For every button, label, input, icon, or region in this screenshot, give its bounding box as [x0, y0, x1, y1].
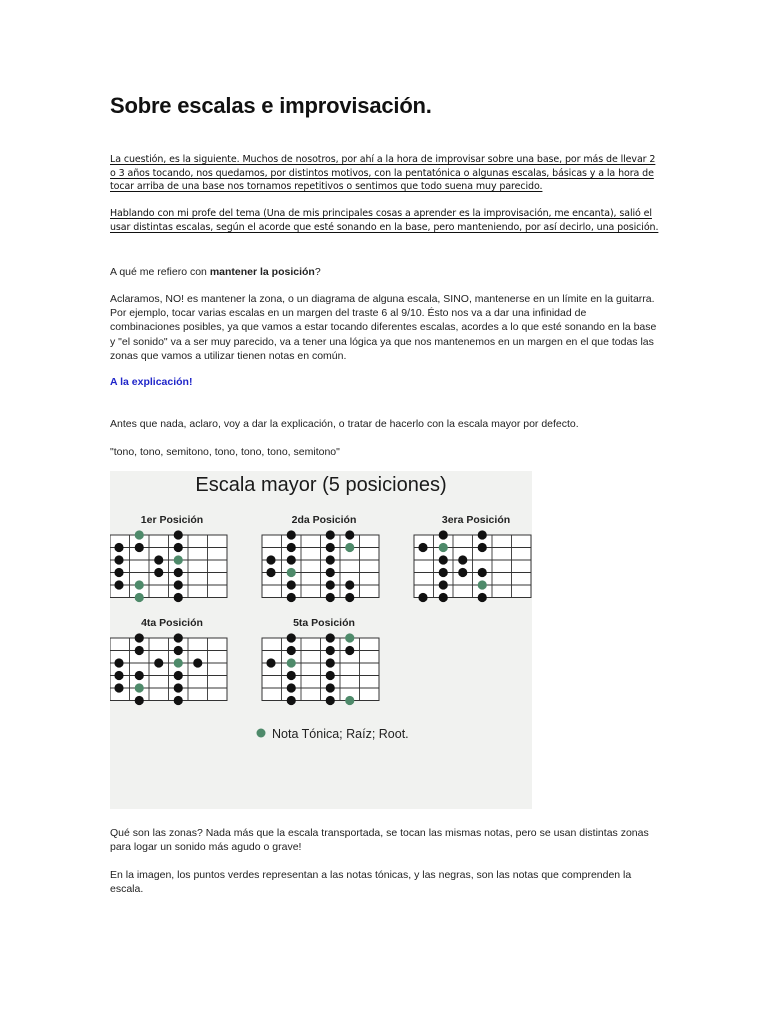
- scale-note-dot: [326, 646, 335, 655]
- scale-note-dot: [266, 568, 275, 577]
- diagram-label: 3era Posición: [441, 514, 511, 526]
- figure-title: Escala mayor (5 posiciones): [195, 474, 447, 496]
- diagram-label: 4ta Posición: [141, 617, 203, 629]
- root-note-dot: [135, 530, 144, 539]
- fretboard-diagram: [110, 617, 227, 705]
- scale-note-dot: [154, 658, 163, 667]
- scale-note-dot: [135, 633, 144, 642]
- scale-note-dot: [114, 543, 123, 552]
- legend-text: Nota Tónica; Raíz; Root.: [272, 727, 409, 741]
- scale-note-dot: [345, 646, 354, 655]
- scale-note-dot: [478, 593, 487, 602]
- body-paragraph-2: Antes que nada, aclaro, voy a dar la explicación, o tratar de hacerlo con la escala mayor por defecto.: [110, 418, 579, 430]
- scale-note-dot: [326, 658, 335, 667]
- root-note-dot: [174, 555, 183, 564]
- scale-note-dot: [418, 543, 427, 552]
- root-note-dot: [439, 543, 448, 552]
- scale-note-dot: [174, 580, 183, 589]
- root-note-dot: [135, 580, 144, 589]
- scale-note-dot: [287, 543, 296, 552]
- scale-note-dot: [439, 593, 448, 602]
- scale-note-dot: [287, 696, 296, 705]
- scale-note-dot: [287, 555, 296, 564]
- scale-note-dot: [154, 555, 163, 564]
- scale-diagram-svg: [110, 471, 532, 809]
- fretboard-diagram: [262, 617, 379, 705]
- scale-note-dot: [135, 671, 144, 680]
- scale-note-dot: [135, 696, 144, 705]
- scale-note-dot: [174, 593, 183, 602]
- scale-note-dot: [114, 671, 123, 680]
- explanation-link[interactable]: A la explicación!: [110, 376, 193, 388]
- emphasis-text: mantener la posición: [209, 266, 315, 278]
- scale-note-dot: [326, 555, 335, 564]
- scale-note-dot: [154, 568, 163, 577]
- root-note-dot: [478, 580, 487, 589]
- scale-note-dot: [114, 658, 123, 667]
- scale-note-dot: [478, 568, 487, 577]
- scale-note-dot: [287, 671, 296, 680]
- scale-note-dot: [174, 633, 183, 642]
- diagram-label: 2da Posición: [291, 514, 357, 526]
- scale-note-dot: [287, 633, 296, 642]
- scale-note-dot: [458, 568, 467, 577]
- root-note-dot: [287, 568, 296, 577]
- fretboard-diagram: [262, 514, 379, 602]
- legend-green-dot: [257, 729, 266, 738]
- scale-note-dot: [287, 646, 296, 655]
- scale-note-dot: [478, 530, 487, 539]
- scale-note-dot: [174, 671, 183, 680]
- scale-note-dot: [326, 633, 335, 642]
- scale-note-dot: [326, 568, 335, 577]
- body-paragraph-4: Qué son las zonas? Nada más que la escala transportada, se tocan las mismas notas, pero se usan distintas zonas para logar un sonido más agudo o grave!: [110, 827, 649, 854]
- root-note-dot: [135, 593, 144, 602]
- scale-note-dot: [439, 530, 448, 539]
- root-note-dot: [345, 696, 354, 705]
- fretboard-diagram: [414, 514, 531, 602]
- scale-note-dot: [326, 593, 335, 602]
- scale-note-dot: [326, 683, 335, 692]
- scale-note-dot: [114, 555, 123, 564]
- root-note-dot: [135, 683, 144, 692]
- root-note-dot: [287, 658, 296, 667]
- scale-diagram-image: [110, 471, 532, 809]
- scale-note-dot: [174, 646, 183, 655]
- scale-note-dot: [326, 530, 335, 539]
- scale-note-dot: [193, 658, 202, 667]
- scale-note-dot: [326, 580, 335, 589]
- page-title: Sobre escalas e improvisación.: [110, 93, 432, 118]
- scale-note-dot: [266, 658, 275, 667]
- scale-note-dot: [345, 580, 354, 589]
- scale-note-dot: [114, 568, 123, 577]
- scale-note-dot: [174, 530, 183, 539]
- scale-note-dot: [439, 555, 448, 564]
- scale-note-dot: [266, 555, 275, 564]
- fretboard-diagram: [110, 514, 227, 602]
- handwritten-paragraph-2: Hablando con mi profe del tema (Una de mis principales cosas a aprender es la improvisación, me encanta), salió el usar distintas escalas, según el acorde que esté sonando en la base, pero manteniendo, por así decirlo, una posición.: [110, 208, 659, 233]
- scale-note-dot: [174, 696, 183, 705]
- scale-note-dot: [345, 593, 354, 602]
- diagram-label: 1er Posición: [140, 514, 204, 526]
- scale-note-dot: [326, 696, 335, 705]
- scale-note-dot: [326, 671, 335, 680]
- scale-note-dot: [135, 646, 144, 655]
- root-note-dot: [345, 543, 354, 552]
- handwritten-paragraph-1: La cuestión, es la siguiente. Muchos de nosotros, por ahí a la hora de improvisar sobre una base, por más de llevar 2 o 3 años tocando, nos quedamos, por distintos motivos, con la pentatónica o algunas escalas, básicas y a la hora de tocar arriba de una base nos tornamos repetitivos o sentimos que todo suena muy parecido.: [110, 154, 656, 193]
- scale-note-dot: [174, 683, 183, 692]
- scale-note-dot: [478, 543, 487, 552]
- diagram-label: 5ta Posición: [293, 617, 355, 629]
- root-note-dot: [174, 658, 183, 667]
- question-paragraph: A qué me refiero con mantener la posición?: [110, 266, 321, 278]
- scale-note-dot: [439, 568, 448, 577]
- scale-note-dot: [287, 593, 296, 602]
- scale-note-dot: [114, 580, 123, 589]
- scale-note-dot: [114, 683, 123, 692]
- scale-note-dot: [458, 555, 467, 564]
- scale-note-dot: [135, 543, 144, 552]
- scale-note-dot: [418, 593, 427, 602]
- scale-note-dot: [287, 580, 296, 589]
- body-paragraph-1: Aclaramos, NO! es mantener la zona, o un diagrama de alguna escala, SINO, mantenerse en un límite en la guitarra. Por ejemplo, tocar varias escalas en un margen del traste 6 al 9/10. Ésto nos va a dar una infinidad de combinaciones posibles, ya que vamos a estar tocando diferentes escalas, acordes a lo que esté sonando en la base y "el sonido" va a ser muy parecido, va a tener una lógica ya que nos mantenemos en un margen en el que todas las zonas que vamos a utilizar tienen notas en común.: [110, 293, 657, 362]
- body-paragraph-5: En la imagen, los puntos verdes representan a las notas tónicas, y las negras, son las notas que comprenden la escala.: [110, 869, 632, 896]
- scale-note-dot: [345, 530, 354, 539]
- scale-note-dot: [174, 568, 183, 577]
- root-note-dot: [345, 633, 354, 642]
- scale-note-dot: [287, 683, 296, 692]
- body-paragraph-3: "tono, tono, semitono, tono, tono, tono, semitono": [110, 446, 340, 458]
- scale-note-dot: [439, 580, 448, 589]
- scale-note-dot: [326, 543, 335, 552]
- scale-note-dot: [287, 530, 296, 539]
- scale-note-dot: [174, 543, 183, 552]
